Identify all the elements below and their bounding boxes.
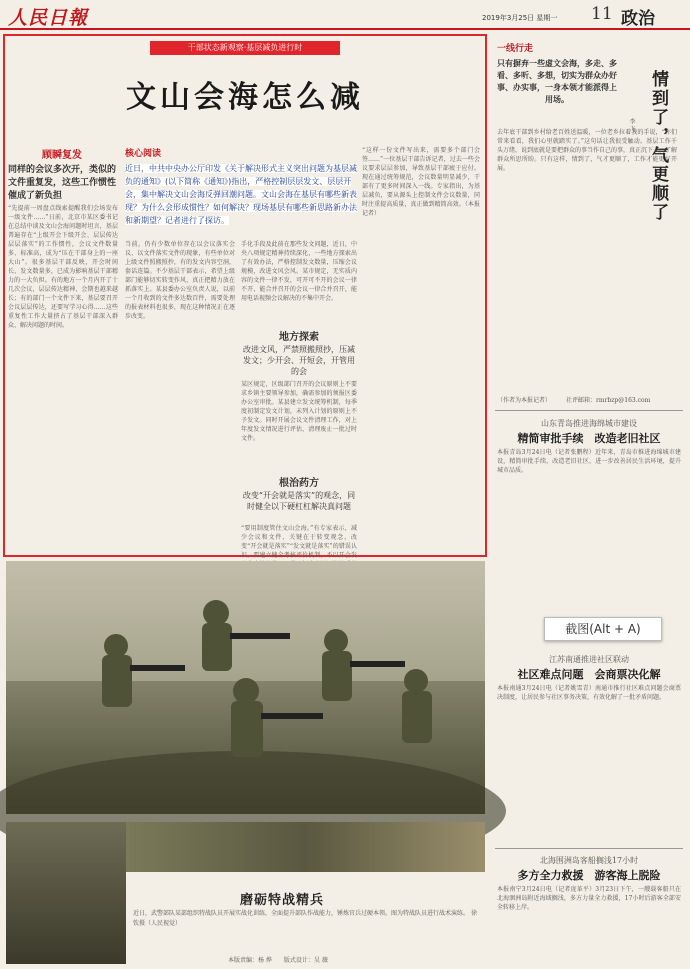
subhead-remedy: 根治药方 bbox=[279, 478, 319, 489]
feature-headline: 文山会海怎么减 bbox=[126, 80, 364, 115]
lede-title: 顾瞬复发 bbox=[42, 150, 82, 161]
photo-credit: 徐 钦摄（人民视觉） bbox=[133, 910, 477, 927]
soldiers-illustration bbox=[6, 561, 485, 814]
news-3-headline: 多方全力救援 游客海上脱险 bbox=[517, 869, 661, 882]
news-1-kicker: 山东青岛推进海绵城市建设 bbox=[541, 419, 637, 428]
article-column-2: 当前，仍有少数单位存在以会议落实会议、以文件落实文件的现象，有些单位对上级文件照搬照抄，有的发文内容空洞，套话连篇。不少基层干部表示，希望上级部门能够切实转变作风，真正把精力放在抓落实上。某县委办公室负责人说，以前一个月收到的文件多达数百件，需要处理的报表材料也很多，现在这种情况正在逐步改变。 bbox=[125, 241, 235, 320]
photo-caption-text: 近日，武警部队某部组织特战队员开展实战化训练，全面提升部队作战能力，锤炼官兵过硬本领。图为特战队员进行战术演练。 bbox=[133, 910, 470, 917]
page-footer: 本版责编：杨 烨 版式设计：吴 薇 bbox=[228, 957, 328, 964]
photo-inset-left bbox=[6, 822, 126, 964]
page-number: 11 bbox=[591, 4, 613, 24]
news-2-body: 本报南通3月24日电（记者姚雪青）南通市推行社区难点问题会商票决制度，让居民参与社区事务决策，有效化解了一批矛盾问题。 bbox=[497, 685, 681, 701]
subhead-local-exploration: 地方探索 bbox=[279, 332, 319, 343]
commentary-intro: 只有摒弃一些虚文会海，多走、多看、多听、多想，切实为群众办好事、办实事，一身本领才能派得上用场。 bbox=[497, 58, 617, 104]
photo-title: 磨砺特战精兵 bbox=[240, 893, 325, 908]
core-reading-label: 核心阅读 bbox=[125, 149, 162, 159]
article-column-1: “先提前一周盘点线索提醒我们会场发布一级文件……”日前，北京市某区委书记在总结中谈及文山会海问题时坦言，基层普遍存在“上级开会下级开会、层层传达层层落实”的工作惯性，会议文件数量多、标准高，成为“压在干部身上的一座大山”。很多基层干部反映，开会时间长、发文数量多，已成为影响基层干部精力的一大负担。有的地方一个月内开了十几次会议，层层传达精神，会期也越来越长；有的部门一个文件下来，基层要召开会议层层传达，还要写学习心得……这些重复性工作大量挤占了基层干部深入群众、解决问题的时间。 bbox=[8, 205, 118, 329]
lede-block bbox=[8, 146, 116, 203]
newspaper-logo: 人民日報 bbox=[8, 7, 89, 29]
divider bbox=[495, 410, 683, 411]
article-column-4: 某区规定，区级部门召开的会议原则上不要求乡镇主要领导参加，确需参加的须报区委办公室审批。某县建立发文统筹机制，每季度初制定发文计划，未列入计划的原则上不予发文。同时开展会议文件清理工作，对上年度发文情况进行评估，清理废止一批过时文件。 bbox=[241, 381, 357, 442]
divider bbox=[495, 848, 683, 849]
photo-strip bbox=[126, 822, 485, 872]
news-2-headline: 社区难点问题 会商票决化解 bbox=[517, 668, 661, 681]
section-name: 政治 bbox=[621, 9, 655, 29]
main-photo bbox=[6, 561, 485, 814]
commentary-byline: （作者为本报记者） 社评邮箱：rmrbzp@163.com bbox=[497, 397, 651, 404]
feature-kicker: 干部状态新观察·基层减负进行时 bbox=[150, 41, 340, 55]
article-column-4b: “要用制度管住文山会海。”有专家表示，减少会议和文件，关键在于转变观念，改变“开会就是落实”“发文就是落实”的错误认识。要建立健全考核评价机制，不以开会发 bbox=[241, 525, 357, 559]
subhead-remedy-note: 改变“开会就是落实”的观念，同时健全以下硬杠杠解决真问题 bbox=[242, 491, 356, 511]
commentary-label: 一线行走 bbox=[497, 44, 534, 54]
masthead bbox=[0, 0, 690, 30]
subhead-local-note: 改进文风，严禁照搬照抄，压减发文；少开会、开短会，开管用的会 bbox=[243, 345, 355, 376]
article-column-5: “这样一份文件写出来，需要多个部门会签……”一位基层干部告诉记者，过去一些会议要求层层参加，导致基层干部疲于应付。现在通过统筹规范，会议数量明显减少，干部有了更多时间深入一线。专家指出，为基层减负，要从源头上控制文件会议数量，同时注重提高质量，真正做到精简高效。（本报记者） bbox=[362, 147, 480, 217]
lede-summary: 同样的会议多次开，类似的文件重复发，这些工作惯性催成了新负担 bbox=[8, 165, 117, 201]
core-reading-span: 近日，中共中央办公厅印发《关于解决形式主义突出问题为基层减负的通知》(以下简称《通知》)指出，严格控制层层发文、层层开会，集中解决文山会海反弹回潮问题。文山会海在基层有哪些新表现？为什么会形成惯性？如何解决？现场基层有哪些新思路新办法和新期望？记者进行了探访。 bbox=[125, 164, 357, 225]
news-1-headline: 精简审批手续 改造老旧社区 bbox=[517, 432, 661, 445]
news-3-body: 本报南宁3月24日电（记者庞革平）3月23日下午，一艘载客船只在北海涠洲岛附近海域搁浅，多方力量全力救援，17小时后游客全部安全转移上岸。 bbox=[497, 886, 681, 911]
commentary-title: 情到了，气更顺了 bbox=[648, 70, 668, 222]
news-2-kicker: 江苏南通推进社区联动 bbox=[549, 655, 629, 664]
commentary-body: 去年底干部到乡村给老百姓送温暖，一位老乡拉着我的手说，“你们常来看看，我们心里就踏实了。”这句话让我很受触动。基层工作千头万绪，说到底就是要把群众的事当作自己的事，真正沉下去，了解群众所思所盼。只有这样，情到了，气才更顺了，工作才能更好开展。 bbox=[497, 129, 678, 172]
screenshot-tooltip[interactable]: 截图(Alt + A) bbox=[544, 617, 662, 641]
news-1-body: 本报青岛3月24日电（记者张鹏程）近年来，青岛市推进海绵城市建设，精简审批手续，改造老旧社区，进一步改善居民生活环境，提升城市品质。 bbox=[497, 449, 681, 474]
dateline: 2019年3月25日 星期一 bbox=[482, 14, 558, 22]
article-column-3: 手化手段及此前在那些发文问题，近日，中央八项规定精神持续深化，一些地方探索出了有效办法，严格控制发文数量，压缩会议规模，改进文风会风。某市规定，无实质内容的文件一律不发，可开可不开的会议一律不开，能合并召开的会议一律合并召开，能用电话视频会议解决的不集中开会。 bbox=[241, 241, 357, 302]
news-3-kicker: 北海围洲岛客船搁浅17小时 bbox=[539, 856, 639, 865]
core-reading-text bbox=[125, 162, 357, 234]
photo-caption bbox=[133, 909, 481, 929]
commentary-author: 李 飞 bbox=[628, 118, 635, 132]
